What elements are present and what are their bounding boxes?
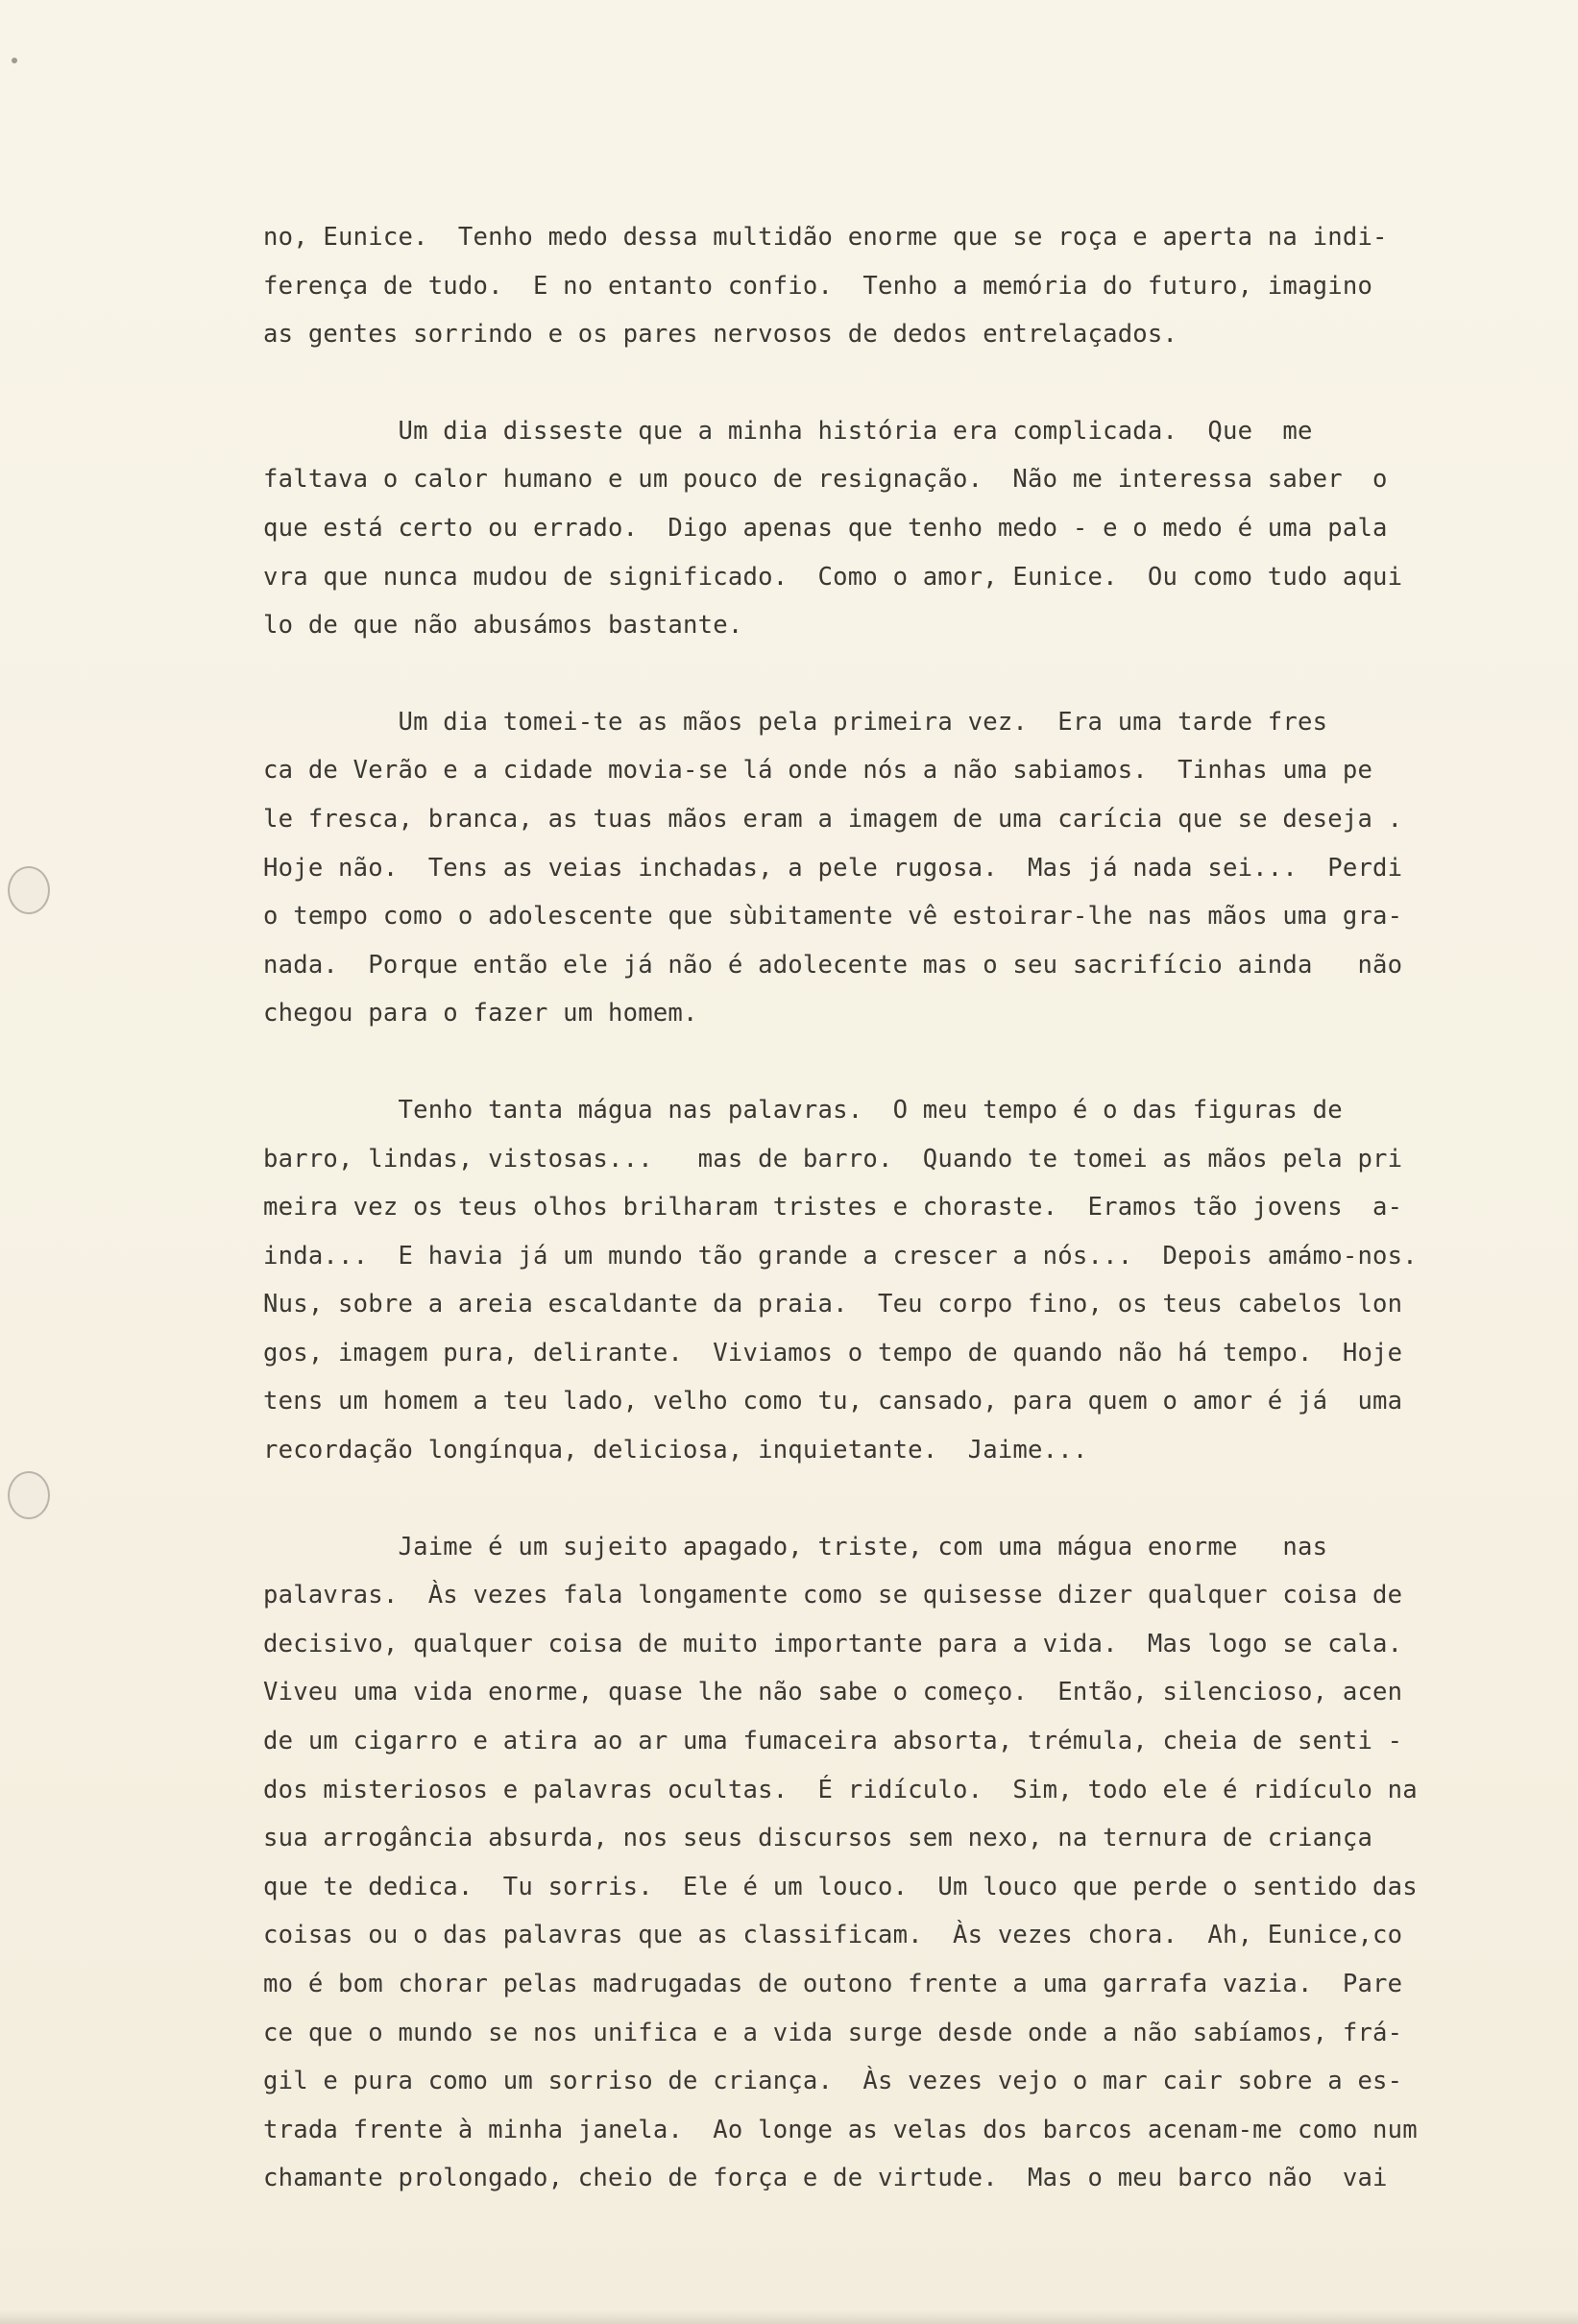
text-line: vra que nunca mudou de significado. Como o amor, Eunice. Ou como tudo aqui [263,562,1403,592]
text-line: Nus, sobre a areia escaldante da praia. Teu corpo fino, os teus cabelos lon [263,1290,1403,1319]
text-line: faltava o calor humano e um pouco de resignação. Não me interessa saber o [263,465,1388,495]
punch-hole-top [8,866,50,914]
punch-hole-bottom [8,1471,50,1519]
text-line: chegou para o fazer um homem. [263,999,698,1029]
text-line: inda... E havia já um mundo tão grande a crescer a nós... Depois amámo-nos. [263,1241,1418,1271]
text-line: sua arrogância absurda, nos seus discursos sem nexo, na ternura de criança [263,1824,1373,1853]
page-bottom-edge [0,2311,1578,2324]
text-line: ferença de tudo. E no entanto confio. Tenho a memória do futuro, imagino [263,271,1373,301]
text-line: mo é bom chorar pelas madrugadas de outono frente a uma garrafa vazia. Pare [263,1970,1403,1998]
text-line: as gentes sorrindo e os pares nervosos de dedos entrelaçados. [263,320,1178,350]
text-line: barro, lindas, vistosas... mas de barro. Quando te tomei as mãos pela pri [263,1144,1403,1174]
text-line: nada. Porque então ele já não é adolecente mas o seu sacrifício ainda não [263,950,1403,980]
text-line: chamante prolongado, cheio de força e de virtude. Mas o meu barco não vai [263,2164,1388,2193]
text-line: ce que o mundo se nos unifica e a vida surge desde onde a não sabíamos, frá- [263,2018,1403,2047]
text-line: palavras. Às vezes fala longamente como se quisesse dizer qualquer coisa de [263,1581,1403,1610]
text-line: coisas ou o das palavras que as classificam. Às vezes chora. Ah, Eunice,co [263,1921,1403,1950]
text-line: recordação longínqua, deliciosa, inquietante. Jaime... [263,1436,1088,1465]
text-line: le fresca, branca, as tuas mãos eram a imagem de uma carícia que se deseja . [263,804,1403,834]
paragraph-4 [263,1086,1550,1475]
text-line: decisivo, qualquer coisa de muito importante para a vida. Mas logo se cala. [263,1629,1403,1658]
text-line: Hoje não. Tens as veias inchadas, a pele rugosa. Mas já nada sei... Perdi [263,853,1403,883]
paragraph-3 [263,698,1550,1038]
paragraph-5 [263,1523,1550,2203]
text-line: tens um homem a teu lado, velho como tu, cansado, para quem o amor é já uma [263,1387,1403,1416]
text-line: que está certo ou errado. Digo apenas que tenho medo - e o medo é uma pala [263,513,1388,543]
text-line: gos, imagem pura, delirante. Viviamos o tempo de quando não há tempo. Hoje [263,1338,1403,1368]
text-line: meira vez os teus olhos brilharam tristes e choraste. Eramos tão jovens a- [263,1193,1403,1223]
text-line: Um dia tomei-te as mãos pela primeira vez. Era uma tarde fres [263,707,1328,737]
text-line: Tenho tanta mágua nas palavras. O meu tempo é o das figuras de [263,1095,1343,1125]
text-line: lo de que não abusámos bastante. [263,611,743,641]
text-line: no, Eunice. Tenho medo dessa multidão enorme que se roça e aperta na indi- [263,223,1388,252]
text-line: que te dedica. Tu sorris. Ele é um louco. Um louco que perde o sentido das [263,1872,1418,1901]
paragraph-2 [263,407,1550,650]
text-line: Viveu uma vida enorme, quase lhe não sabe o começo. Então, silencioso, acen [263,1678,1403,1707]
paragraph-1 [263,213,1550,359]
text-line: gil e pura como um sorriso de criança. Às vezes vejo o mar cair sobre a es- [263,2067,1403,2096]
text-line: Um dia disseste que a minha história era complicada. Que me [263,416,1313,446]
text-line: dos misteriosos e palavras ocultas. É ridículo. Sim, todo ele é ridículo na [263,1775,1418,1804]
text-line: trada frente à minha janela. Ao longe as velas dos barcos acenam-me como num [263,2115,1418,2144]
text-line: de um cigarro e atira ao ar uma fumaceira absorta, trémula, cheia de senti - [263,1727,1403,1756]
text-line: o tempo como o adolescente que sùbitamente vê estoirar-lhe nas mãos uma gra- [263,902,1403,932]
text-line: Jaime é um sujeito apagado, triste, com uma mágua enorme nas [263,1532,1328,1561]
document-body [263,213,1550,2251]
ink-speck [12,58,17,63]
text-line: ca de Verão e a cidade movia-se lá onde nós a não sabiamos. Tinhas uma pe [263,756,1373,786]
